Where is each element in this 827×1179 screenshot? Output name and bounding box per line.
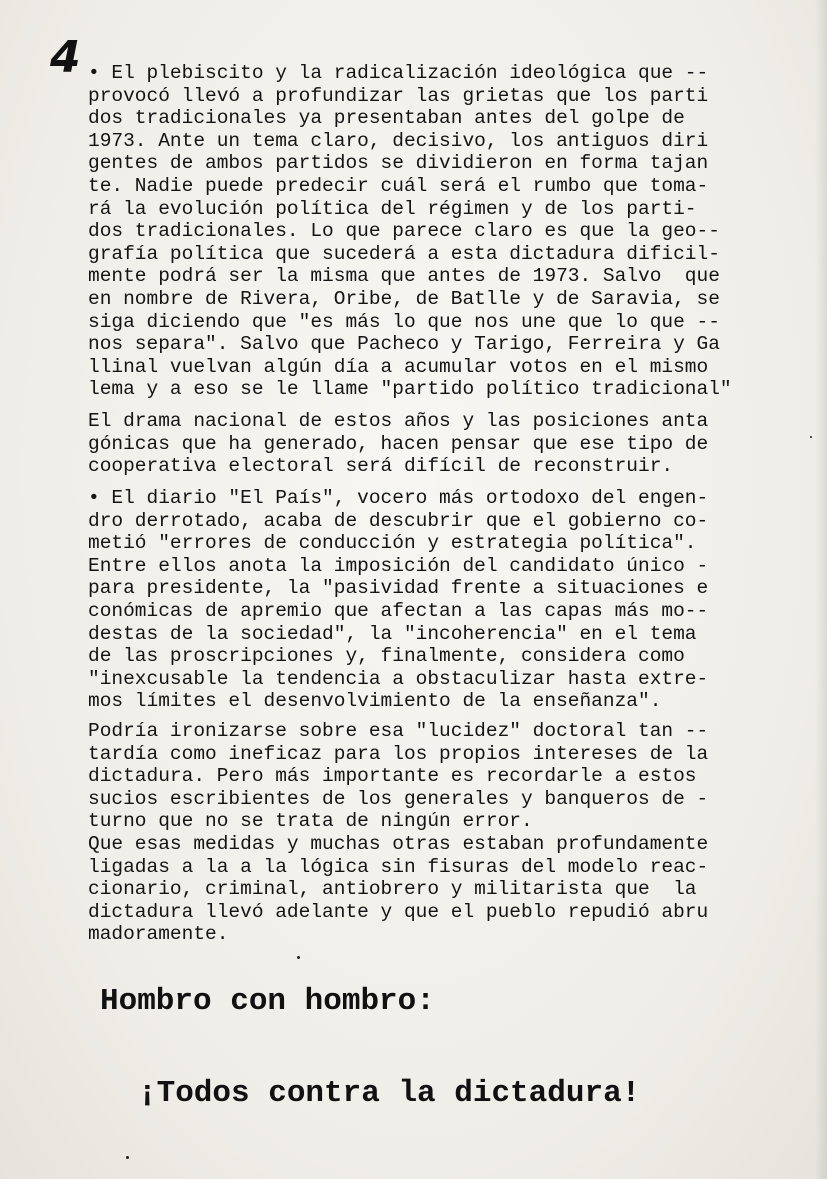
page-number: 4 [50, 32, 81, 83]
text-line: cionario, criminal, antiobrero y militarista que la [88, 878, 697, 901]
text-line: tardía como ineficaz para los propios intereses de la [88, 742, 709, 765]
paper-speck [810, 436, 812, 438]
text-line: • El diario "El País", vocero más ortodoxo del engen- [88, 487, 709, 509]
text-line: gónicas que ha generado, hacen pensar que ese tipo de [88, 432, 709, 455]
text-line: sucios escribientes de los generales y banqueros de - [88, 787, 709, 810]
text-line: mos límites el desenvolvimiento de la enseñanza". [88, 690, 662, 713]
text-line: nos separa". Salvo que Pacheco y Tarigo, Ferreira y Ga [88, 333, 720, 356]
text-line: te. Nadie puede predecir cuál será el rumbo que toma- [88, 174, 709, 197]
text-line: turno que no se trata de ningún error. [88, 810, 533, 833]
text-line: de las proscripciones y, finalmente, considera como [88, 645, 685, 668]
paper-speck [297, 956, 300, 959]
text-line: para presidente, la "pasividad frente a situaciones e [88, 577, 709, 600]
slogan-hombro-con-hombro: Hombro con hombro: [100, 984, 435, 1019]
text-line: lema y a eso se le llame "partido político tradicional" [88, 378, 732, 401]
text-line: 1973. Ante un tema claro, decisivo, los antiguos diri [88, 129, 709, 152]
text-line: dictadura llevó adelante y que el pueblo repudió abru [88, 900, 709, 923]
page-edge-shadow [815, 0, 827, 1179]
text-line: en nombre de Rivera, Oribe, de Batlle y de Saravia, se [88, 287, 720, 310]
slogan-todos-contra-la-dictadura: ¡Todos contra la dictadura! [138, 1076, 641, 1111]
text-line: dro derrotado, acaba de descubrir que el gobierno co- [88, 509, 709, 532]
text-line: llinal vuelvan algún día a acumular votos en el mismo [88, 355, 709, 378]
text-line: dictadura. Pero más importante es recordarle a estos [88, 765, 697, 788]
text-line: ligadas a la a la lógica sin fisuras del modelo reac- [88, 855, 709, 878]
text-line: destas de la sociedad", la "incoherencia" en el tema [88, 622, 697, 645]
paper-speck [126, 1156, 129, 1159]
text-line: conómicas de apremio que afectan a las capas más mo-- [88, 599, 709, 622]
text-line: cooperativa electoral será difícil de reconstruir. [88, 455, 674, 478]
text-line: metió "errores de conducción y estrategia política". [88, 532, 697, 555]
text-line: mente podrá ser la misma que antes de 1973. Salvo que [88, 265, 720, 288]
text-line: madoramente. [88, 923, 229, 946]
text-line: Podría ironizarse sobre esa "lucidez" doctoral tan -- [88, 720, 709, 742]
text-line: provocó llevó a profundizar las grietas que los parti [88, 84, 709, 107]
text-line: rá la evolución política del régimen y de los parti- [88, 197, 697, 220]
text-line: • El plebiscito y la radicalización ideológica que -- [88, 62, 709, 84]
text-line: dos tradicionales ya presentaban antes del golpe de [88, 107, 685, 130]
text-line: siga diciendo que "es más lo que nos une que lo que -- [88, 310, 720, 333]
paragraph-plebiscito [88, 62, 806, 401]
paragraph-el-pais [88, 487, 806, 713]
text-line: "inexcusable la tendencia a obstaculizar hasta extre- [88, 667, 709, 690]
text-line: gentes de ambos partidos se dividieron en forma tajan [88, 152, 709, 175]
text-line: El drama nacional de estos años y las posiciones anta [88, 410, 709, 432]
paragraph-drama-nacional [88, 410, 806, 478]
text-line: Entre ellos anota la imposición del candidato único - [88, 554, 709, 577]
text-line: Que esas medidas y muchas otras estaban profundamente [88, 832, 709, 855]
paragraph-lucidez [88, 720, 806, 946]
text-line: dos tradicionales. Lo que parece claro es que la geo-- [88, 220, 720, 243]
text-line: grafía política que sucederá a esta dictadura dificil- [88, 242, 720, 265]
